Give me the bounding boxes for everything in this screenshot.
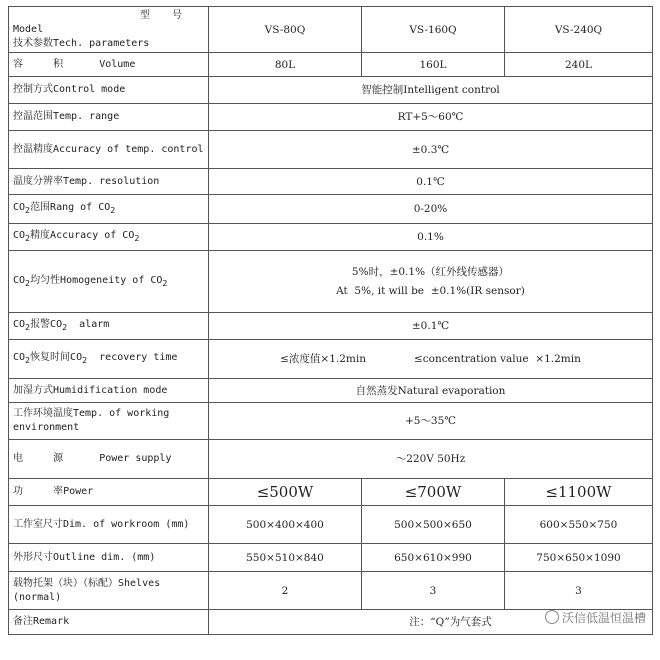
temp-range-row <box>9 104 653 131</box>
workroom-80: 500×400×400 <box>209 506 362 544</box>
power-label: 功 率Power <box>9 479 209 506</box>
shelves-row <box>9 572 653 610</box>
control-label: 控制方式Control mode <box>9 77 209 104</box>
co2-range-row <box>9 195 653 224</box>
workroom-label: 工作室尺寸Dim. of workroom (mm) <box>9 506 209 544</box>
watermark-icon <box>545 610 559 624</box>
co2-range-label: $CO_2$范围Rang of $CO_2$ <box>9 195 209 224</box>
outline-label: 外形尺寸Outline dim. (mm) <box>9 544 209 572</box>
co2-homog-value <box>209 251 653 313</box>
humid-label: 加湿方式Humidification mode <box>9 379 209 403</box>
control-row <box>9 77 653 104</box>
workroom-160: 500×500×650 <box>362 506 505 544</box>
shelves-80: 2 <box>209 572 362 610</box>
co2-homog-label: $CO_2$均匀性Homogeneity of $CO_2$ <box>9 251 209 313</box>
co2-acc-row <box>9 224 653 251</box>
power-supply-value: ～220V 50Hz <box>209 440 653 479</box>
model-vs160q: VS-160Q <box>362 7 505 53</box>
co2-homog-row <box>9 251 653 313</box>
model-vs80q: VS-80Q <box>209 7 362 53</box>
outline-160: 650×610×990 <box>362 544 505 572</box>
co2-recovery-label: $CO_2$恢复时间$CO_2$ recovery time <box>9 340 209 379</box>
co2-homog-line1: 5%时，±0.1%（红外线传感器） <box>351 266 510 278</box>
recovery-en: ≤concentration value ×1.2min <box>413 353 581 365</box>
temp-acc-row <box>9 131 653 169</box>
model-vs240q: VS-240Q <box>505 7 653 53</box>
spec-table <box>8 6 653 635</box>
env-value: +5～35℃ <box>209 403 653 440</box>
temp-acc-label: 控温精度Accuracy of temp. control <box>9 131 209 169</box>
env-row <box>9 403 653 440</box>
co2-alarm-row <box>9 313 653 340</box>
humid-row <box>9 379 653 403</box>
remark-cell <box>209 610 653 635</box>
watermark: 沃信低温恒温槽 <box>545 610 646 625</box>
co2-recovery-row <box>9 340 653 379</box>
shelves-label: 载物托架（块）（标配）Shelves (normal) <box>9 572 209 610</box>
co2-range-value: 0-20% <box>209 195 653 224</box>
params-label: 技术参数Tech. parameters <box>13 37 150 49</box>
volume-label: 容 积 Volume <box>9 53 209 77</box>
temp-range-value: RT+5～60℃ <box>209 104 653 131</box>
temp-res-label: 温度分辨率Temp. resolution <box>9 169 209 195</box>
co2-alarm-value: ±0.1℃ <box>209 313 653 340</box>
outline-240: 750×650×1090 <box>505 544 653 572</box>
shelves-240: 3 <box>505 572 653 610</box>
volume-80: 80L <box>209 53 362 77</box>
outline-80: 550×510×840 <box>209 544 362 572</box>
volume-240: 240L <box>505 53 653 77</box>
power-supply-label: 电 源 Power supply <box>9 440 209 479</box>
power-240: ≤1100W <box>505 479 653 506</box>
shelves-160: 3 <box>362 572 505 610</box>
model-header-cell <box>9 7 209 53</box>
model-char2: 号 <box>172 9 204 21</box>
temp-acc-value: ±0.3℃ <box>209 131 653 169</box>
temp-range-label: 控温范围Temp. range <box>9 104 209 131</box>
recovery-cn: ≤浓度值×1.2min <box>280 353 366 365</box>
volume-160: 160L <box>362 53 505 77</box>
co2-recovery-value <box>209 340 653 379</box>
power-160: ≤700W <box>362 479 505 506</box>
model-en: Model <box>13 23 44 35</box>
temp-res-row <box>9 169 653 195</box>
remark-value: 注：“Q”为气套式 <box>409 616 492 628</box>
workroom-240: 600×550×750 <box>505 506 653 544</box>
co2-homog-line2: At 5%, it will be ±0.1%(IR sensor) <box>336 285 525 297</box>
remark-row <box>9 610 653 635</box>
env-label: 工作环境温度Temp. of working environment <box>9 403 209 440</box>
co2-acc-label: $CO_2$精度Accuracy of $CO_2$ <box>9 224 209 251</box>
power-80: ≤500W <box>209 479 362 506</box>
humid-value: 自然蒸发Natural evaporation <box>209 379 653 403</box>
volume-row <box>9 53 653 77</box>
power-supply-row <box>9 440 653 479</box>
temp-res-value: 0.1℃ <box>209 169 653 195</box>
control-value: 智能控制Intelligent control <box>209 77 653 104</box>
header-row <box>9 7 653 53</box>
power-row <box>9 479 653 506</box>
co2-alarm-label: $CO_2$报警$CO_2$ alarm <box>9 313 209 340</box>
workroom-row <box>9 506 653 544</box>
co2-acc-value: 0.1% <box>209 224 653 251</box>
model-char1: 型 <box>140 9 172 21</box>
outline-row <box>9 544 653 572</box>
remark-label: 备注Remark <box>9 610 209 635</box>
